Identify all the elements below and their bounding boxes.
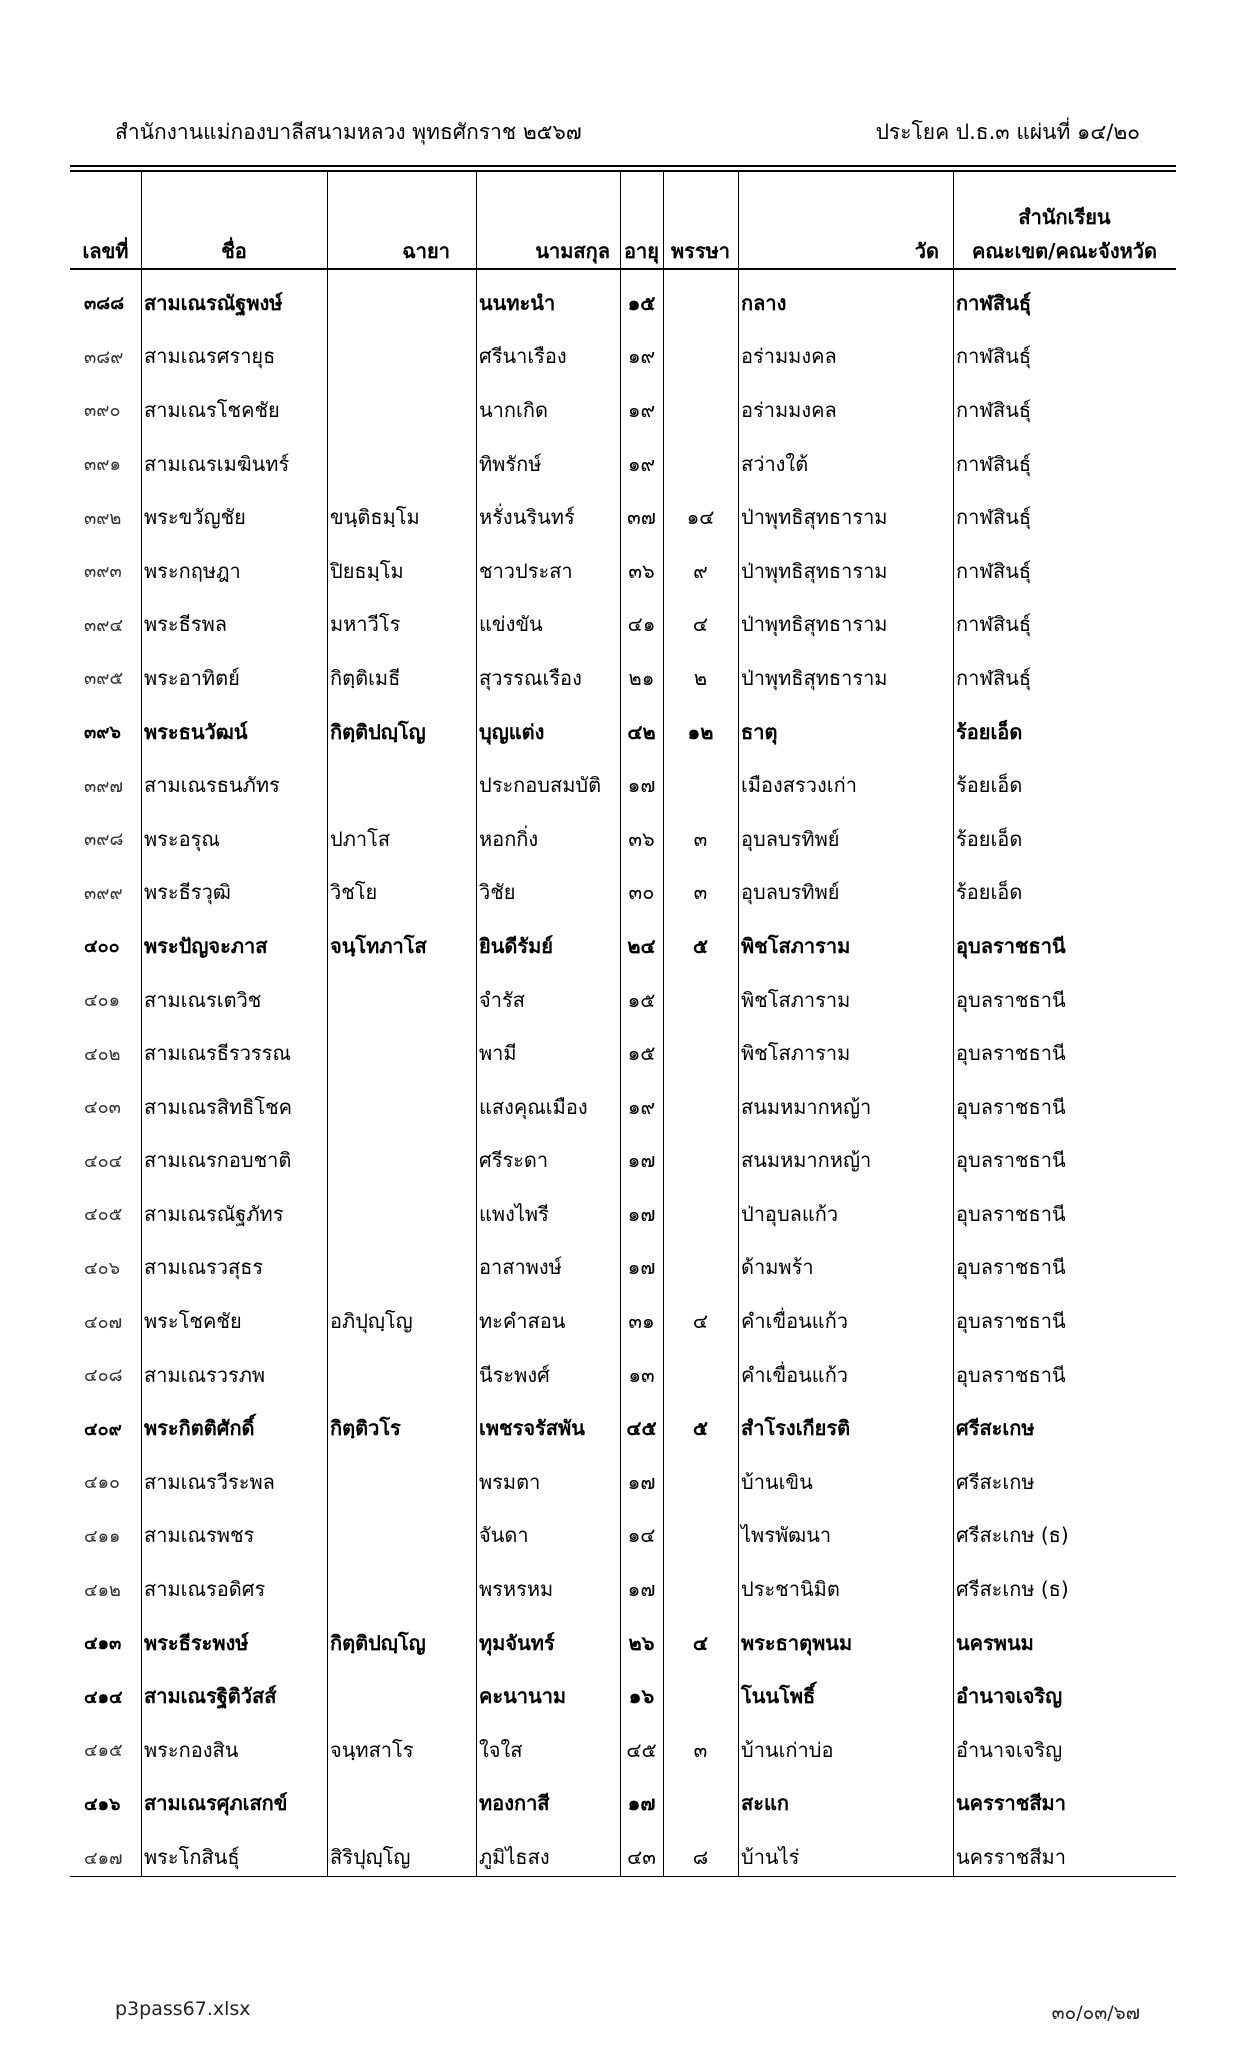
cell-pansa: ๓: [693, 1737, 708, 1762]
cell-name: พระโชคชัย: [144, 1309, 242, 1334]
column-header-pansa: พรรษา: [670, 239, 731, 263]
cell-pansa: [663, 1669, 738, 1723]
table-row: [70, 544, 1176, 598]
cell-wat: อุบลบรทิพย์: [741, 826, 840, 851]
cell-pansa: [663, 437, 738, 491]
cell-chaya: [327, 276, 476, 330]
cell-wat: กลาง: [741, 290, 787, 315]
cell-pansa: ๔: [692, 1630, 709, 1655]
cell-school: กาฬสินธุ์: [956, 665, 1032, 690]
cell-pansa: [663, 383, 738, 437]
cell-no: ๓๙๘: [84, 829, 124, 851]
cell-name: พระธีระพงษ์: [144, 1630, 249, 1655]
cell-chaya: [327, 973, 476, 1027]
cell-name: พระกฤษฎา: [144, 558, 241, 583]
cell-chaya: ขนฺติธมฺโม: [330, 505, 420, 530]
cell-age: ๑๗: [627, 1469, 656, 1494]
cell-no: ๔๐๙: [84, 1418, 122, 1440]
table-row: [70, 1026, 1176, 1080]
cell-school: นครพนม: [956, 1630, 1034, 1655]
cell-pansa: [663, 1777, 738, 1831]
table-row: [70, 1241, 1176, 1295]
table-header-row: [70, 172, 1176, 276]
cell-school: ศรีสะเกษ (ธ): [956, 1577, 1069, 1602]
cell-pansa: ๔: [692, 1309, 709, 1334]
cell-school: กาฬสินธุ์: [956, 558, 1032, 583]
cell-no: ๔๐๔: [84, 1150, 123, 1172]
cell-pansa: ๕: [692, 933, 709, 958]
cell-pansa: [663, 1241, 738, 1295]
cell-chaya: [327, 1669, 476, 1723]
cell-no: ๔๑๕: [84, 1740, 123, 1762]
cell-age: ๓๐: [628, 880, 655, 905]
cell-wat: ป่าพุทธิสุทธาราม: [741, 665, 888, 690]
table-row: [70, 437, 1176, 491]
cell-pansa: [663, 1187, 738, 1241]
cell-pansa: [663, 1455, 738, 1509]
cell-name: พระกิตติศักดิ์: [144, 1416, 255, 1441]
cell-name: พระธีรพล: [144, 612, 228, 637]
cell-name: สามเณรเตวิช: [144, 987, 262, 1012]
cell-pansa: [663, 1509, 738, 1563]
table-row: [70, 1080, 1176, 1134]
cell-no: ๓๙๒: [84, 507, 122, 529]
cell-chaya: ปภาโส: [330, 826, 391, 851]
cell-surname: แสงคุณเมือง: [479, 1094, 588, 1119]
cell-surname: ยินดีรัมย์: [479, 933, 554, 958]
cell-name: พระธนวัฒน์: [144, 719, 248, 744]
cell-surname: ทองกาสี: [479, 1791, 550, 1816]
cell-surname: นนทะนำ: [479, 290, 556, 315]
cell-surname: นากเกิด: [479, 397, 548, 422]
column-header-name: ชื่อ: [221, 239, 247, 263]
cell-name: สามเณรเมฆินทร์: [144, 451, 290, 476]
table-row: [70, 1669, 1176, 1723]
cell-pansa: [663, 1134, 738, 1188]
cell-pansa: ๓: [693, 880, 708, 905]
cell-name: พระโกสินธุ์: [144, 1845, 240, 1870]
cell-wat: สนมหมากหญ้า: [741, 1148, 872, 1173]
cell-wat: ด้ามพร้า: [741, 1255, 814, 1280]
cell-school: กาฬสินธุ์: [956, 612, 1032, 637]
cell-wat: ป่าพุทธิสุทธาราม: [741, 558, 888, 583]
cell-surname: ภูมิไธสง: [479, 1845, 550, 1870]
cell-wat: พระธาตุพนม: [741, 1630, 853, 1655]
cell-chaya: อภิปุญฺโญ: [330, 1309, 413, 1334]
cell-pansa: ๓: [693, 826, 708, 851]
cell-no: ๔๑๒: [84, 1579, 121, 1601]
cell-wat: ประชานิมิต: [741, 1577, 840, 1602]
cell-school: กาฬสินธุ์: [956, 451, 1032, 476]
cell-wat: ธาตุ: [741, 719, 778, 744]
cell-chaya: [327, 758, 476, 812]
cell-age: ๑๕: [627, 1041, 656, 1066]
cell-wat: พิชโสภาราม: [741, 1041, 851, 1066]
table-row: [70, 919, 1176, 973]
cell-no: ๓๙๙: [84, 882, 123, 904]
cell-surname: แพงไพรี: [479, 1201, 549, 1226]
cell-no: ๓๘๘: [84, 293, 125, 315]
cell-surname: พามี: [479, 1041, 517, 1066]
cell-name: สามเณรฐิติวัสส์: [144, 1684, 277, 1709]
table-row: [70, 1187, 1176, 1241]
cell-school: ร้อยเอ็ด: [956, 826, 1023, 851]
cell-name: พระอาทิตย์: [144, 665, 240, 690]
cell-name: สามเณรธนภัทร: [144, 773, 280, 798]
cell-wat: บ้านไร่: [741, 1845, 800, 1870]
cell-surname: หอกกิ่ง: [479, 826, 539, 851]
cell-school: นครราชสีมา: [956, 1845, 1066, 1870]
cell-school: อุบลราชธานี: [956, 1201, 1066, 1226]
cell-wat: อร่ามมงคล: [741, 344, 837, 369]
cell-no: ๓๘๙: [84, 346, 124, 368]
table-row: [70, 758, 1176, 812]
table-row: [70, 1830, 1176, 1884]
cell-no: ๔๑๖: [84, 1793, 121, 1815]
cell-name: สามเณรสิทธิโชค: [144, 1094, 293, 1119]
page-header-sheet-info: ประโยค ป.ธ.๓ แผ่นที่ ๑๔/๒๐: [875, 120, 1140, 144]
cell-chaya: [327, 1455, 476, 1509]
column-header-age: อายุ: [624, 239, 659, 263]
cell-no: ๓๙๕: [84, 668, 124, 690]
cell-pansa: [663, 276, 738, 330]
cell-school: ศรีสะเกษ (ธ): [956, 1523, 1069, 1548]
cell-no: ๔๑๐: [84, 1472, 121, 1494]
cell-surname: จำรัส: [479, 987, 525, 1012]
cell-wat: อุบลบรทิพย์: [741, 880, 840, 905]
cell-school: อุบลราชธานี: [956, 933, 1066, 958]
cell-school: กาฬสินธุ์: [956, 290, 1032, 315]
cell-name: สามเณรณัฐภัทร: [144, 1201, 284, 1226]
cell-school: อุบลราชธานี: [956, 1041, 1066, 1066]
cell-chaya: จนฺโทภาโส: [330, 933, 427, 958]
table-row: [70, 812, 1176, 866]
table-row: [70, 1455, 1176, 1509]
table-row: [70, 705, 1176, 759]
cell-name: สามเณรธีรวรรณ: [144, 1041, 291, 1066]
cell-no: ๔๐๒: [84, 1043, 121, 1065]
cell-age: ๒๑: [628, 665, 655, 690]
cell-pansa: [663, 973, 738, 1027]
cell-school: อุบลราชธานี: [956, 987, 1066, 1012]
cell-pansa: ๑๔: [686, 505, 715, 530]
table-row: [70, 1616, 1176, 1670]
cell-pansa: ๙: [693, 558, 708, 583]
cell-school: ร้อยเอ็ด: [956, 719, 1023, 744]
cell-chaya: [327, 1241, 476, 1295]
cell-no: ๓๙๔: [84, 614, 124, 636]
cell-chaya: กิตฺติปญฺโญ: [330, 1630, 426, 1655]
cell-age: ๑๗: [627, 773, 656, 798]
cell-name: สามเณรพชร: [144, 1523, 255, 1548]
cell-surname: สุวรรณเรือง: [479, 665, 582, 690]
cell-chaya: มหาวีโร: [330, 612, 401, 637]
table-row: [70, 330, 1176, 384]
cell-school: อำนาจเจริญ: [956, 1684, 1063, 1709]
cell-no: ๔๑๔: [84, 1686, 123, 1708]
cell-age: ๔๑: [627, 612, 656, 637]
cell-pansa: ๑๒: [687, 719, 714, 744]
cell-pansa: ๘: [692, 1845, 709, 1870]
cell-age: ๑๗: [627, 1148, 656, 1173]
cell-name: พระขวัญชัย: [144, 505, 246, 530]
cell-age: ๑๗: [627, 1201, 656, 1226]
column-header-surname: นามสกุล: [535, 239, 610, 263]
cell-surname: บุญแต่ง: [479, 719, 545, 744]
cell-name: สามเณรณัฐพงษ์: [144, 290, 283, 315]
cell-age: ๑๕: [627, 987, 656, 1012]
cell-wat: สะแก: [741, 1791, 789, 1816]
page-header-title: สำนักงานแม่กองบาลีสนามหลวง พุทธศักราช ๒๕๖๗: [115, 120, 582, 144]
cell-name: พระธีรวุฒิ: [144, 880, 231, 905]
cell-no: ๔๐๓: [84, 1097, 121, 1119]
cell-no: ๓๙๗: [84, 775, 124, 797]
cell-chaya: [327, 1080, 476, 1134]
cell-chaya: [327, 1187, 476, 1241]
cell-chaya: [327, 1348, 476, 1402]
cell-wat: พิชโสภาราม: [741, 987, 851, 1012]
cell-surname: ประกอบสมบัติ: [479, 773, 602, 798]
table-row: [70, 1777, 1176, 1831]
cell-no: ๔๐๕: [84, 1204, 123, 1226]
table-row: [70, 490, 1176, 544]
cell-name: สามเณรกอบชาติ: [144, 1148, 292, 1173]
cell-wat: เมืองสรวงเก่า: [741, 773, 857, 798]
cell-wat: คำเขื่อนแก้ว: [741, 1362, 849, 1387]
footer-filename: p3pass67.xlsx: [115, 1998, 251, 2020]
cell-wat: บ้านเขิน: [741, 1469, 813, 1494]
cell-wat: สว่างใต้: [741, 451, 809, 476]
cell-no: ๔๑๑: [84, 1525, 121, 1547]
cell-age: ๑๙: [627, 344, 656, 369]
cell-name: สามเณรโชคชัย: [144, 397, 280, 422]
cell-age: ๔๒: [627, 719, 656, 744]
cell-surname: ชาวประสา: [479, 558, 573, 583]
cell-surname: นีระพงศ์: [479, 1362, 550, 1387]
cell-chaya: [327, 1562, 476, 1616]
cell-wat: สนมหมากหญ้า: [741, 1094, 872, 1119]
cell-no: ๔๐๗: [84, 1311, 123, 1333]
cell-wat: ป่าอุบลแก้ว: [741, 1201, 839, 1226]
cell-pansa: ๕: [692, 1416, 709, 1441]
cell-school: อุบลราชธานี: [956, 1094, 1066, 1119]
cell-chaya: [327, 1134, 476, 1188]
column-header-wat: วัด: [914, 239, 939, 263]
cell-school: ร้อยเอ็ด: [956, 880, 1023, 905]
cell-age: ๑๙: [627, 397, 656, 422]
table-row: [70, 1348, 1176, 1402]
cell-surname: อาสาพงษ์: [479, 1255, 562, 1280]
table-row: [70, 1509, 1176, 1563]
cell-surname: แข่งขัน: [479, 612, 543, 637]
cell-age: ๓๖: [628, 558, 655, 583]
cell-age: ๑๗: [627, 1255, 656, 1280]
cell-wat: ไพรพัฒนา: [741, 1523, 832, 1548]
cell-wat: ป่าพุทธิสุทธาราม: [741, 612, 888, 637]
table-row: [70, 276, 1176, 330]
cell-surname: ศรีระดา: [479, 1148, 549, 1173]
cell-surname: วิชัย: [479, 880, 516, 905]
cell-chaya: ปิยธมฺโม: [330, 558, 404, 583]
cell-name: สามเณรวสุธร: [144, 1255, 264, 1280]
cell-surname: ใจใส: [479, 1737, 523, 1762]
cell-age: ๔๓: [627, 1845, 656, 1870]
cell-wat: บ้านเก่าบ่อ: [741, 1737, 834, 1762]
column-header-no: เลขที่: [82, 239, 129, 263]
cell-chaya: [327, 1026, 476, 1080]
cell-chaya: กิตฺติปญฺโญ: [330, 719, 426, 744]
cell-age: ๑๙: [627, 451, 656, 476]
cell-no: ๔๐๖: [84, 1257, 121, 1279]
cell-school: กาฬสินธุ์: [956, 397, 1032, 422]
cell-age: ๒๔: [627, 933, 656, 958]
cell-school: กาฬสินธุ์: [956, 505, 1032, 530]
table-row: [70, 866, 1176, 920]
table-row: [70, 973, 1176, 1027]
cell-school: นครราชสีมา: [956, 1791, 1066, 1816]
cell-no: ๔๑๓: [84, 1633, 122, 1655]
cell-wat: คำเขื่อนแก้ว: [741, 1309, 849, 1334]
cell-surname: คะนานาม: [479, 1684, 567, 1709]
column-header-chaya: ฉายา: [402, 239, 450, 263]
cell-chaya: [327, 1509, 476, 1563]
cell-school: ศรีสะเกษ: [956, 1416, 1035, 1441]
cell-school: อุบลราชธานี: [956, 1148, 1066, 1173]
cell-no: ๓๙๐: [84, 400, 121, 422]
cell-name: สามเณรอดิศร: [144, 1577, 266, 1602]
table-row: [70, 1134, 1176, 1188]
cell-wat: พิชโสภาราม: [741, 933, 851, 958]
table-row: [70, 1723, 1176, 1777]
cell-age: ๓๑: [628, 1309, 655, 1334]
table-row: [70, 598, 1176, 652]
cell-age: ๔๕: [626, 1737, 657, 1762]
cell-school: อุบลราชธานี: [956, 1362, 1066, 1387]
column-header-school-line1: สำนักเรียน: [1018, 205, 1111, 229]
table-body: [70, 276, 1176, 1884]
cell-pansa: [663, 1562, 738, 1616]
cell-no: ๔๐๘: [84, 1365, 123, 1387]
cell-age: ๑๖: [628, 1684, 655, 1709]
cell-school: ศรีสะเกษ: [956, 1469, 1035, 1494]
cell-pansa: [663, 758, 738, 812]
cell-pansa: [663, 1080, 738, 1134]
cell-pansa: [663, 1348, 738, 1402]
cell-no: ๔๐๑: [84, 990, 121, 1012]
table-row: [70, 383, 1176, 437]
cell-no: ๔๑๗: [84, 1847, 123, 1869]
cell-chaya: สิริปุญฺโญ: [330, 1845, 411, 1870]
cell-name: พระอรุณ: [144, 826, 220, 851]
footer-date: ๓๐/๐๓/๖๗: [1051, 2002, 1140, 2024]
cell-wat: ป่าพุทธิสุทธาราม: [741, 505, 888, 530]
cell-no: ๔๐๐: [84, 936, 120, 958]
column-header-school-line2: คณะเขต/คณะจังหวัด: [971, 239, 1158, 263]
cell-surname: จันดา: [479, 1523, 529, 1548]
cell-chaya: จนฺทสาโร: [330, 1737, 414, 1762]
cell-name: พระปัญจะภาส: [144, 933, 268, 958]
cell-surname: หรั่งนรินทร์: [479, 505, 575, 530]
column-header-school: [953, 172, 1176, 276]
cell-age: ๑๕: [627, 290, 656, 315]
cell-surname: ทิพรักษ์: [479, 451, 542, 476]
cell-name: สามเณรวรภพ: [144, 1362, 266, 1387]
cell-name: สามเณรศรายุธ: [144, 344, 276, 369]
cell-school: อุบลราชธานี: [956, 1255, 1066, 1280]
cell-age: ๓๗: [627, 505, 656, 530]
cell-surname: ทะคำสอน: [479, 1309, 566, 1334]
cell-school: กาฬสินธุ์: [956, 344, 1032, 369]
cell-wat: โนนโพธิ์: [741, 1684, 816, 1709]
cell-age: ๑๓: [628, 1362, 655, 1387]
table-row: [70, 1401, 1176, 1455]
cell-pansa: [663, 330, 738, 384]
cell-no: ๓๙๖: [84, 722, 121, 744]
cell-age: ๑๙: [627, 1094, 656, 1119]
cell-surname: พรหรหม: [479, 1577, 554, 1602]
cell-wat: อร่ามมงคล: [741, 397, 837, 422]
cell-pansa: ๔: [692, 612, 709, 637]
cell-school: อำนาจเจริญ: [956, 1737, 1063, 1762]
cell-surname: พรมตา: [479, 1469, 541, 1494]
cell-pansa: ๒: [693, 665, 708, 690]
cell-age: ๒๖: [628, 1630, 655, 1655]
cell-name: พระกองสิน: [144, 1737, 239, 1762]
cell-surname: ศรีนาเรือง: [479, 344, 567, 369]
cell-chaya: [327, 383, 476, 437]
cell-age: ๓๖: [628, 826, 655, 851]
cell-name: สามเณรวีระพล: [144, 1469, 275, 1494]
cell-name: สามเณรศุภเสกข์: [144, 1791, 288, 1816]
table-row: [70, 651, 1176, 705]
cell-age: ๑๔: [627, 1523, 656, 1548]
cell-no: ๓๙๑: [84, 454, 121, 476]
cell-no: ๓๙๓: [84, 561, 122, 583]
cell-age: ๑๗: [627, 1577, 656, 1602]
cell-school: อุบลราชธานี: [956, 1309, 1066, 1334]
cell-surname: เพชรจรัสพัน: [479, 1416, 585, 1441]
cell-chaya: [327, 330, 476, 384]
cell-chaya: กิตฺติวโร: [330, 1416, 401, 1441]
cell-chaya: [327, 1777, 476, 1831]
cell-surname: ทุมจันทร์: [479, 1630, 555, 1655]
cell-age: ๔๕: [626, 1416, 657, 1441]
cell-chaya: กิตฺติเมธี: [330, 665, 401, 690]
table-top-rule: [70, 165, 1176, 167]
table-row: [70, 1294, 1176, 1348]
cell-wat: สำโรงเกียรติ: [741, 1416, 851, 1441]
cell-pansa: [663, 1026, 738, 1080]
cell-chaya: วิชโย: [330, 880, 378, 905]
cell-chaya: [327, 437, 476, 491]
table-row: [70, 1562, 1176, 1616]
results-table: [70, 172, 1176, 1884]
cell-age: ๑๗: [627, 1791, 656, 1816]
cell-school: ร้อยเอ็ด: [956, 773, 1023, 798]
